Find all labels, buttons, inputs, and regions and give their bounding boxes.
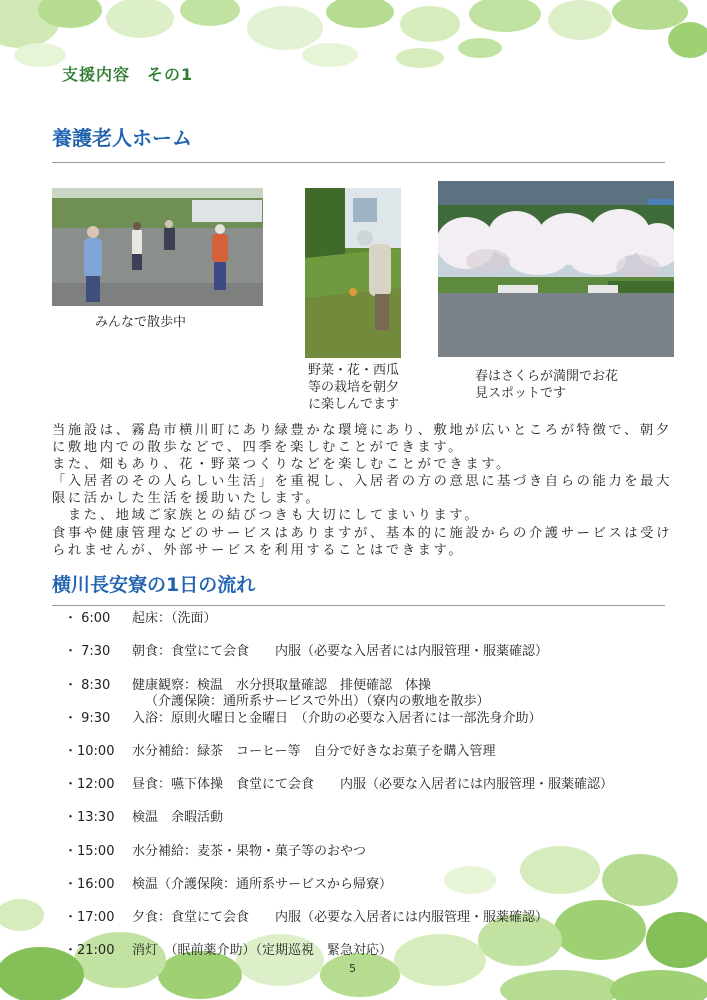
schedule-item xyxy=(64,610,684,627)
schedule-time: ・16:00 xyxy=(64,877,115,892)
schedule-item xyxy=(64,909,684,926)
facility-description xyxy=(52,422,674,559)
cherry-photo-caption: 春はさくらが満開でお花 見スポットです xyxy=(475,369,619,401)
schedule-text: 検温（介護保険：通所系サービスから帰寮） xyxy=(132,877,393,892)
schedule-item xyxy=(64,743,684,760)
description-paragraph: 「入居者のその人らしい生活」を重視し、入居者の方の意思に基づき自らの能力を最大限に活かした生活を援助いたします。 xyxy=(52,474,672,507)
schedule-text: 水分補給：緑茶 コーヒー等 自分で好きなお菓子を購入管理 xyxy=(132,744,496,759)
description-paragraph: また、畑もあり、花・野菜つくりなどを楽しむことができます。 xyxy=(52,457,512,473)
title-divider xyxy=(52,162,665,163)
schedule-time: ・ 6:00 xyxy=(64,611,111,626)
schedule-item xyxy=(64,677,684,694)
schedule-time: ・ 7:30 xyxy=(64,644,111,659)
page-title: 養護老人ホーム xyxy=(52,126,192,150)
schedule-item xyxy=(64,776,684,793)
schedule-subtext: （介護保険：通所系サービスで外出）（寮内の敷地を散歩） xyxy=(145,694,490,709)
schedule-item xyxy=(64,942,684,959)
schedule-text: 水分補給：麦茶・果物・菓子等のおやつ xyxy=(132,844,367,859)
schedule-text: 消灯 （眠前薬介助）（定期巡視 緊急対応） xyxy=(132,943,393,958)
schedule-title: 横川長安寮の1日の流れ xyxy=(52,574,256,596)
schedule-text: 検温 余暇活動 xyxy=(132,810,224,825)
garden-photo-caption: 野菜・花・西瓜 等の栽培を朝夕 に楽しんでます xyxy=(308,363,400,412)
schedule-time: ・15:00 xyxy=(64,844,115,859)
schedule-text: 夕食：食堂にて会食 内服（必要な入居者には内服管理・服薬確認） xyxy=(132,910,549,925)
schedule-text: 健康観察：検温 水分摂取量確認 排便確認 体操 xyxy=(132,678,432,693)
schedule-item xyxy=(64,876,684,893)
schedule-time: ・17:00 xyxy=(64,910,115,925)
schedule-time: ・ 9:30 xyxy=(64,711,111,726)
schedule-time: ・21:00 xyxy=(64,943,115,958)
schedule-text: 昼食：嚥下体操 食堂にて会食 内服（必要な入居者には内服管理・服薬確認） xyxy=(132,777,614,792)
schedule-time: ・ 8:30 xyxy=(64,678,111,693)
section-label: 支援内容 その1 xyxy=(62,65,194,84)
schedule-item xyxy=(64,710,684,727)
schedule-text: 起床：（洗面） xyxy=(132,611,217,626)
cherry-blossom-photo xyxy=(438,181,674,357)
page-number: 5 xyxy=(349,962,356,975)
schedule-time: ・12:00 xyxy=(64,777,115,792)
schedule-text: 朝食：食堂にて会食 内服（必要な入居者には内服管理・服薬確認） xyxy=(132,644,549,659)
walking-photo-caption: みんなで散歩中 xyxy=(95,315,187,330)
description-paragraph: 当施設は、霧島市横川町にあり緑豊かな環境にあり、敷地が広いところが特徴で、朝夕に敷地内での散歩などで、四季を楽しむことができます。 xyxy=(52,423,672,456)
description-paragraph: 食事や健康管理などのサービスはありますが、基本的に施設からの介護サービスは受けられませんが、外部サービスを利用することはできます。 xyxy=(52,525,672,558)
schedule-text: 入浴：原則火曜日と金曜日 （介助の必要な入居者には一部洗身介助） xyxy=(132,711,542,726)
schedule-item xyxy=(64,643,684,660)
description-paragraph: また、地域ご家族との結びつきも大切にしてまいります。 xyxy=(52,508,481,524)
schedule-time: ・10:00 xyxy=(64,744,115,759)
schedule-time: ・13:30 xyxy=(64,810,115,825)
schedule-divider xyxy=(52,605,665,606)
schedule-item xyxy=(64,809,684,826)
schedule-item xyxy=(64,843,684,860)
walking-photo xyxy=(52,188,263,306)
garden-photo xyxy=(305,188,401,358)
